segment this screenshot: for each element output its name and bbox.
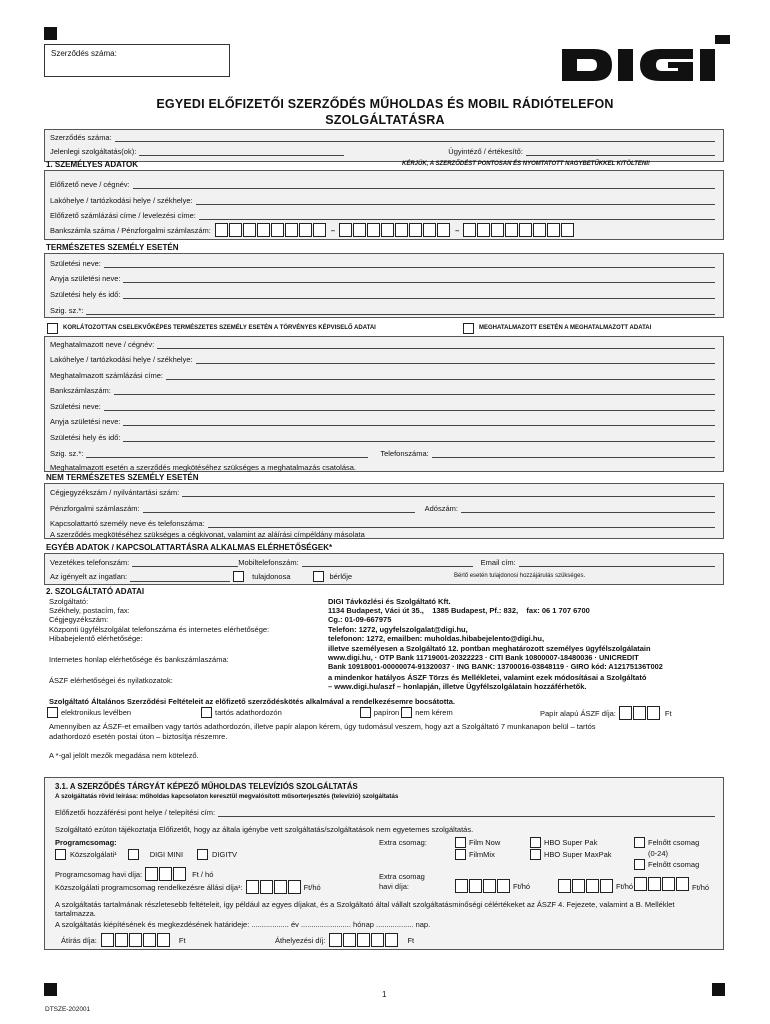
transfer-fee-group [61,933,186,947]
contract-no-label: Szerződés száma: [50,133,112,142]
address-label: Székhely, postacím, fax: [49,606,130,615]
property-label: Az igényelt az ingatlan: [50,572,128,581]
dash: – [455,225,460,235]
tenant-label: bérlője [329,572,353,581]
aszf-paper-label: papíron [373,708,400,717]
rep-phone-field[interactable] [432,450,715,458]
personal-service-text: illetve személyesen a Szolgáltató 12. pontban meghatározott személyes ügyfélszolgálatain [328,644,651,653]
access-point-label: Előfizetői hozzáférési pont helye / telepítési cím: [55,808,216,817]
residence-label: Lakóhelye / tartózkodási helye / székhelye: [50,196,193,205]
adult-0-24-hours: (0-24) [648,849,669,858]
entity-account-label: Pénzforgalmi számlaszám: [50,504,140,513]
address-value: 1134 Budapest, Váci út 35., 1385 Budapest, Pf.: 832, fax: 06 1 707 6700 [328,606,590,615]
natural-person-box [44,253,724,318]
paper-fee-group [540,706,672,720]
tax-no-label: Adószám: [424,504,458,513]
proxy-option [463,323,651,334]
other-data-box [44,553,724,585]
fault-report-label: Hibabejelentő elérhetősége: [49,634,143,643]
current-services-label: Jelenlegi szolgáltatás(ok): [50,147,137,156]
birth-name-label: Születési neve: [50,259,101,268]
package-options [55,849,237,860]
extra-hbo [530,837,597,848]
email-field[interactable] [519,559,715,567]
entity-note: A szerződés megkötéséhez szükséges a cégkivonat, valamint az aláírási címpéldány másolata [50,530,365,539]
transfer-fee-digits[interactable] [101,933,171,947]
section31-title: 3.1. A SZERZŐDÉS TÁRGYÁT KÉPEZŐ MŰHOLDAS TELEVÍZIÓS SZOLGÁLTATÁS [55,782,358,791]
filmmix-label: FilmMix [469,850,495,859]
web-label: Internetes honlap elérhetősége és bankszámlaszáma: [49,655,229,664]
document-code: DTSZE-202001 [45,1006,91,1013]
section1-notice: KÉRJÜK, A SZERZŐDÉST PONTOSAN ÉS NYOMTATOTT NAGYBETŰKKEL KITÖLTENI! [402,161,650,167]
representative-box [44,336,724,472]
section1-title: 1. SZEMÉLYES ADATOK [46,160,139,169]
rep-phone-label: Telefonszáma: [380,449,429,458]
aszf-none-label: nem kérem [415,708,453,717]
rep-residence-field[interactable] [196,356,715,364]
tenant-checkbox[interactable] [313,571,324,582]
contact-person-field[interactable] [208,520,715,528]
intro-box [44,129,724,162]
provider-label: Szolgáltató: [49,597,89,606]
bank-account-group2[interactable] [339,223,451,237]
representative-options [47,323,376,334]
short-description: A szolgáltatás rövid leírása: műholdas kapcsolaton keresztül megvalósított műsorterjesztés (televízió) szolgáltatás [55,793,399,800]
rep-birth-place-label: Születési hely és idő: [50,433,121,442]
package-fee-label: Programcsomag havi díja: [55,869,143,879]
legal-guardian-checkbox[interactable] [47,323,58,334]
current-services-field[interactable] [139,148,344,156]
document-title: EGYEDI ELŐFIZETŐI SZERZŐDÉS MŰHOLDAS ÉS MOBIL RÁDIÓTELEFON [156,97,614,111]
bank-account-label: Bankszámla száma / Pénzforgalmi számlaszám: [50,225,211,235]
proxy-checkbox[interactable] [463,323,474,334]
relocation-fee-label: Áthelyezési díj: [275,935,326,945]
customer-service-label: Központi ügyfélszolgálat telefonszáma és internetes elérhetősége: [49,625,270,634]
fault-report-value: telefonon: 1272, emailben: muholdas.hibabejelento@digi.hu, [328,634,545,643]
rep-birth-name-field[interactable] [104,403,715,411]
adult-label: Felnőtt csomag [648,860,700,869]
agent-field[interactable] [526,148,715,156]
adult-0-24-label: Felnőtt csomag [648,838,700,847]
footnote-line1: A szolgáltatás tartalmának részletesebb feltételeit, így például az egyes díjakat, és a Szolgáltató által vállalt szolgáltatásminőségi célértékeket az ÁSZF 4. Fejezete, valamint a B. Melléklet [55,900,675,909]
footnote-line2: tartalmazza. [55,909,96,918]
entity-account-field[interactable] [143,505,415,513]
owner-label: tulajdonosa [252,572,291,581]
transfer-fee-label: Átírás díja: [61,935,97,945]
subscriber-name-label: Előfizető neve / cégnév: [50,180,130,189]
adult-package-0-24 [634,837,699,848]
universal-service-info: Szolgáltató ezúton tájékoztatja Előfizetőt, hogy az általa igénybe vett szolgáltatás/szolgáltatások nem egyetemes szolgáltatás. [55,825,474,834]
ft-month-label: Ft / hó [192,869,214,879]
birth-name-field[interactable] [104,260,715,268]
paper-fee-label: Papír alapú ÁSZF díja: [540,708,616,718]
deadline-text: A szolgáltatás kiépítésének és megkezdésének határideje: .................. év ........................ hónap .................. nap. [55,920,431,929]
tenant-note: Bérlő esetén tulajdonosi hozzájárulás szükséges. [454,572,586,579]
package-monthly-fee [55,867,213,881]
id-number-field[interactable] [86,307,715,315]
customer-service-value: Telefon: 1272, ugyfelszolgalat@digi.hu, [328,625,468,634]
reg-no-label: Cégjegyzékszám / nyilvántartási szám: [50,488,180,497]
digi-mini-checkbox[interactable] [128,849,139,860]
bank-account-group1[interactable] [215,223,327,237]
id-number-label: Szig. sz.*: [50,306,84,315]
extra-hbomax [530,849,612,860]
proxy-label: MEGHATALMAZOTT ESETÉN A MEGHATALMAZOTT ADATAI [479,324,652,331]
public-package-checkbox[interactable] [55,849,66,860]
aszf-value-2: – www.digi.hu/aszf – honlapján, illetve Ügyfélszolgálatain hozzáférhetők. [328,682,587,691]
package-fee-digits[interactable] [145,867,187,881]
aszf-storage-label: tartós adathordozón [215,708,282,717]
packages-title: Programcsomag: [55,838,117,847]
extra-fee-digits[interactable] [634,877,690,891]
digi-logo [560,35,732,81]
terms-title: Szolgáltató Általános Szerződési Feltételeit az előfizető szerződéskötés alkalmával a rendelkezésemre bocsátotta. [49,697,455,706]
provider-value: DIGI Távközlési és Szolgáltató Kft. [328,597,451,606]
adult-checkbox[interactable] [634,859,645,870]
dash: – [330,225,336,235]
bank-accounts-value: Bank 10918001-00000074-91320037 · ING BANK: 13700016-03848119 · GIRO kód: A12175136T002 [328,662,663,671]
owner-checkbox[interactable] [233,571,244,582]
aszf-email-checkbox[interactable] [47,707,58,718]
hbo-label: HBO Super Pak [544,838,598,847]
extra-fee-2 [558,879,633,893]
ft-ho-label: Ft/hó [692,883,710,892]
hbo-checkbox[interactable] [530,837,541,848]
access-point-field[interactable] [218,809,715,817]
ft-label: Ft [664,708,672,718]
digitv-label: DIGITV [212,850,238,859]
mobile-label: Mobiltelefonszám: [238,558,299,567]
personal-data-box [44,170,724,240]
adult-0-24-checkbox[interactable] [634,837,645,848]
digi-mini-label: DIGI MINI [149,850,184,859]
mother-name-label: Anyja születési neve: [50,274,121,283]
ft-ho-label: Ft/hó [513,881,531,891]
public-availability-fee [55,880,321,894]
film-now-label: Film Now [469,838,501,847]
extra-filmmix [455,849,495,860]
extra-fee-3 [634,875,709,892]
legal-entity-title: NEM TERMÉSZETES SZEMÉLY ESETÉN [46,473,199,482]
extra-package-label: Extra csomag: [379,838,427,847]
adult-package [634,859,699,870]
registration-mark [44,983,57,996]
extra-fee-label: Extra csomag [379,872,425,881]
legal-guardian-label: KORLÁTOZOTTAN CSELEKVŐKÉPES TERMÉSZETES SZEMÉLY ESETÉN A TÖRVÉNYES KÉPVISELŐ ADATAI [63,324,376,331]
rep-birth-place-field[interactable] [123,434,715,442]
rep-id-label: Szig. sz.*: [50,449,84,458]
ft-ho-label: Ft/hó [303,882,321,892]
film-now-checkbox[interactable] [455,837,466,848]
contract-number-box[interactable] [44,44,230,77]
rep-id-field[interactable] [86,450,368,458]
property-field[interactable] [130,572,230,582]
public-fee-label: Közszolgálati programcsomag rendelkezésre állási díja¹: [55,882,243,892]
rep-bank-label: Bankszámlaszám: [50,386,111,395]
page-number: 1 [382,990,387,999]
rep-mother-name-label: Anyja születési neve: [50,417,121,426]
rep-note: Meghatalmazott esetén a szerződés megkötéséhez szükséges a meghatalmazás csatolása. [50,463,356,472]
extra-fee-digits[interactable] [558,879,614,893]
rep-bank-field[interactable] [114,387,715,395]
tax-no-field[interactable] [461,505,715,513]
hbomax-checkbox[interactable] [530,849,541,860]
registration-mark [712,983,725,996]
billing-address-field[interactable] [199,212,715,220]
rep-billing-label: Meghatalmazott számlázási címe: [50,371,163,380]
aszf-email-label: elektronikus levélben [61,708,132,717]
ft-label: Ft [178,935,186,945]
agent-label: Ügyintéző / értékesítő: [448,147,523,156]
natural-person-title: TERMÉSZETES SZEMÉLY ESETÉN [46,243,179,252]
declaration-line1: Amennyiben az ÁSZF-et emailben vagy tartós adathordozón, illetve papír alapon kérem, úgy tudomásul veszem, hogy azt a Szolgáltató 7 munkanapon belül – tartós [49,722,596,731]
billing-address-label: Előfizető számlázási címe / levelezési címe: [50,211,196,220]
extra-fee-1 [455,879,530,893]
extra-fee-label-2: havi díja: [379,882,410,891]
extra-fee-digits[interactable] [455,879,511,893]
paper-fee-digits[interactable] [619,706,661,720]
document-title-line2: SZOLGÁLTATÁSRA [325,113,445,127]
rep-residence-label: Lakóhelye / tartózkodási helye / székhelye: [50,355,193,364]
bank-account-group3[interactable] [463,223,575,237]
rep-name-field[interactable] [157,341,715,349]
contact-person-label: Kapcsolattartó személy neve és telefonszáma: [50,519,205,528]
contract-number-label: Szerződés száma: [51,49,117,58]
landline-field[interactable] [132,559,238,567]
reg-label: Cégjegyzékszám: [49,615,109,624]
mobile-field[interactable] [302,559,473,567]
legal-entity-box [44,483,724,539]
public-fee-digits[interactable] [246,880,302,894]
ft-ho-label: Ft/hó [616,881,634,891]
hbomax-label: HBO Super MaxPak [544,850,612,859]
rep-name-label: Meghatalmazott neve / cégnév: [50,340,155,349]
birth-place-field[interactable] [123,291,715,299]
aszf-none-checkbox[interactable] [401,707,412,718]
birth-place-label: Születési hely és idő: [50,290,121,299]
filmmix-checkbox[interactable] [455,849,466,860]
rep-birth-name-label: Születési neve: [50,402,101,411]
mother-name-field[interactable] [123,275,715,283]
ft-label: Ft [407,935,415,945]
digitv-checkbox[interactable] [197,849,208,860]
web-value: www.digi.hu, · OTP Bank 11719001-20322223 · CITI Bank 10800007-18480036 · UNICREDIT [328,653,639,662]
subscriber-name-field[interactable] [133,181,715,189]
email-label: Email cím: [480,558,516,567]
reg-no-field[interactable] [182,489,715,497]
contract-no-field[interactable] [115,134,715,142]
registration-mark [44,27,57,40]
relocation-fee-group [275,933,414,947]
aszf-value: a mindenkor hatályos ÁSZF Törzs és Mellékletei, valamint ezek módosításai a Szolgáltató [328,673,647,682]
residence-field[interactable] [196,197,715,205]
mandatory-note: A *-gal jelölt mezők megadása nem kötelező. [49,751,199,760]
aszf-paper-checkbox[interactable] [360,707,371,718]
other-data-title: EGYÉB ADATOK / KAPCSOLATTARTÁSRA ALKALMAS ELÉRHETŐSÉGEK* [46,543,333,552]
declaration-line2: adathordozó esetén postai úton – biztosítja részemre. [49,732,228,741]
rep-billing-field[interactable] [166,372,715,380]
aszf-storage-checkbox[interactable] [201,707,212,718]
aszf-label: ÁSZF elérhetőségei és nyilatkozatok: [49,676,173,685]
aszf-delivery-options [47,707,453,718]
section2-title: 2. SZOLGÁLTATÓ ADATAI [46,587,145,596]
extra-film-now [455,837,500,848]
relocation-fee-digits[interactable] [329,933,399,947]
public-package-label: Közszolgálati¹ [70,850,117,859]
section31-box [44,777,724,950]
rep-mother-name-field[interactable] [123,418,715,426]
reg-value: Cg.: 01-09-667975 [328,615,392,624]
landline-label: Vezetékes telefonszám: [50,558,130,567]
